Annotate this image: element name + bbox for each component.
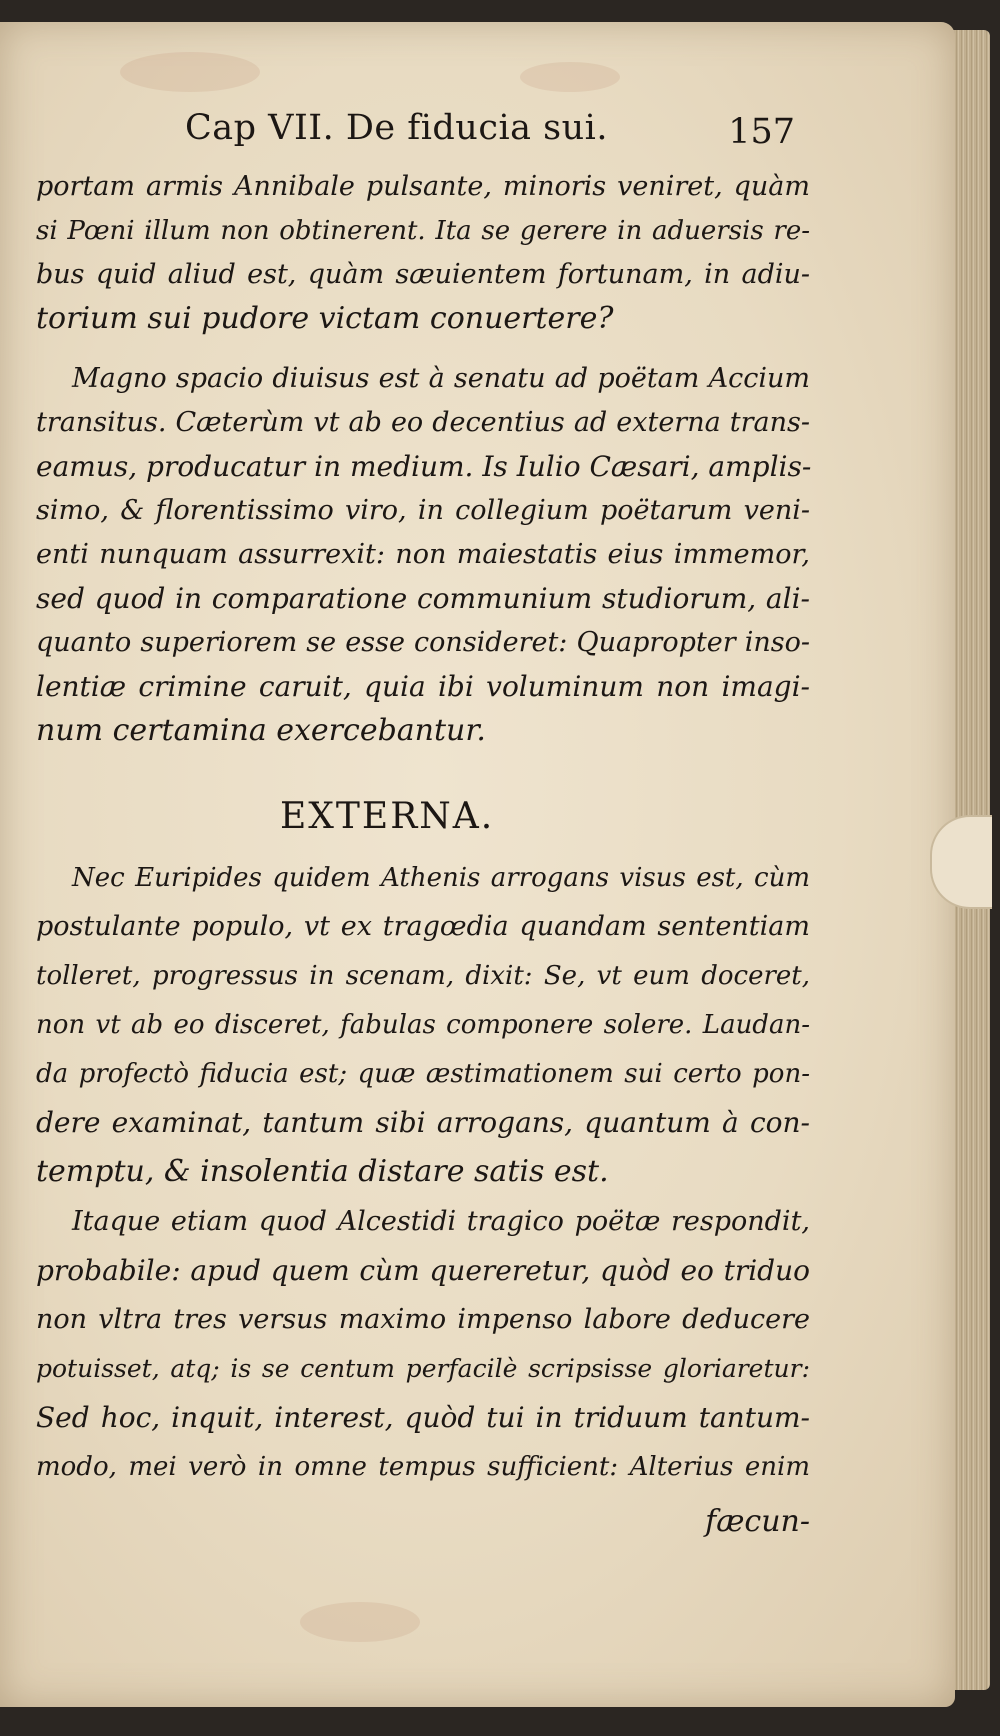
- text-line: Magno spacio diuisus est à senatu ad poëtam Accium: [72, 363, 810, 394]
- paper-stain: [520, 62, 620, 92]
- section-heading: EXTERNA.: [280, 796, 495, 837]
- text-line: quanto superiorem se esse consideret: Quapropter inso-: [36, 627, 810, 658]
- text-line: eamus, producatur in medium. Is Iulio Cæsari, amplis-: [36, 450, 812, 483]
- text-line: simo, & florentissimo viro, in collegium poëtarum veni-: [36, 495, 810, 526]
- paper-stain: [300, 1602, 420, 1642]
- running-head: Cap VII. De fiducia sui.: [185, 108, 608, 148]
- text-line: enti nunquam assurrexit: non maiestatis eius immemor,: [36, 539, 810, 570]
- text-line: potuisset, atq; is se centum perfacilè scripsisse gloriaretur:: [36, 1354, 810, 1383]
- text-line: da profectò fiducia est; quæ æstimationem sui certo pon-: [36, 1059, 810, 1089]
- text-line: postulante populo, vt ex tragœdia quandam sententiam: [36, 911, 810, 942]
- text-line: modo, mei verò in omne tempus sufficient: Alterius enim: [36, 1452, 810, 1482]
- text-line: dere examinat, tantum sibi arrogans, quantum à con-: [36, 1106, 810, 1139]
- page-tab: [930, 815, 992, 909]
- text-line: temptu, & insolentia distare satis est.: [36, 1154, 609, 1189]
- text-line: sed quod in comparatione communium studiorum, ali-: [36, 582, 810, 615]
- text-line: probabile: apud quem cùm quereretur, quòd eo triduo: [36, 1254, 810, 1287]
- text-line: bus quid aliud est, quàm sæuientem fortunam, in adiu-: [36, 259, 810, 290]
- text-line: si Pœni illum non obtinerent. Ita se gerere in aduersis re-: [36, 216, 810, 246]
- page-header: [185, 108, 795, 160]
- text-line: transitus. Cæterùm vt ab eo decentius ad externa trans-: [36, 407, 810, 438]
- text-line: non vt ab eo disceret, fabulas componere solere. Laudan-: [36, 1010, 810, 1040]
- text-line: tolleret, progressus in scenam, dixit: Se, vt eum doceret,: [36, 961, 810, 991]
- text-line: torium sui pudore victam conuertere?: [36, 301, 614, 336]
- text-line: Sed hoc, inquit, interest, quòd tui in triduum tantum-: [36, 1401, 810, 1434]
- page-number: 157: [728, 112, 795, 152]
- text-line: portam armis Annibale pulsante, minoris veniret, quàm: [36, 171, 810, 202]
- text-line: non vltra tres versus maximo impenso labore deducere: [36, 1304, 810, 1335]
- catchword: fæcun-: [705, 1504, 810, 1539]
- text-line: lentiæ crimine caruit, quia ibi voluminum non imagi-: [36, 670, 810, 703]
- text-line: num certamina exercebantur.: [36, 713, 486, 748]
- text-line: Nec Euripides quidem Athenis arrogans visus est, cùm: [72, 863, 810, 893]
- paper-stain: [120, 52, 260, 92]
- text-line: Itaque etiam quod Alcestidi tragico poëtæ respondit,: [72, 1206, 810, 1237]
